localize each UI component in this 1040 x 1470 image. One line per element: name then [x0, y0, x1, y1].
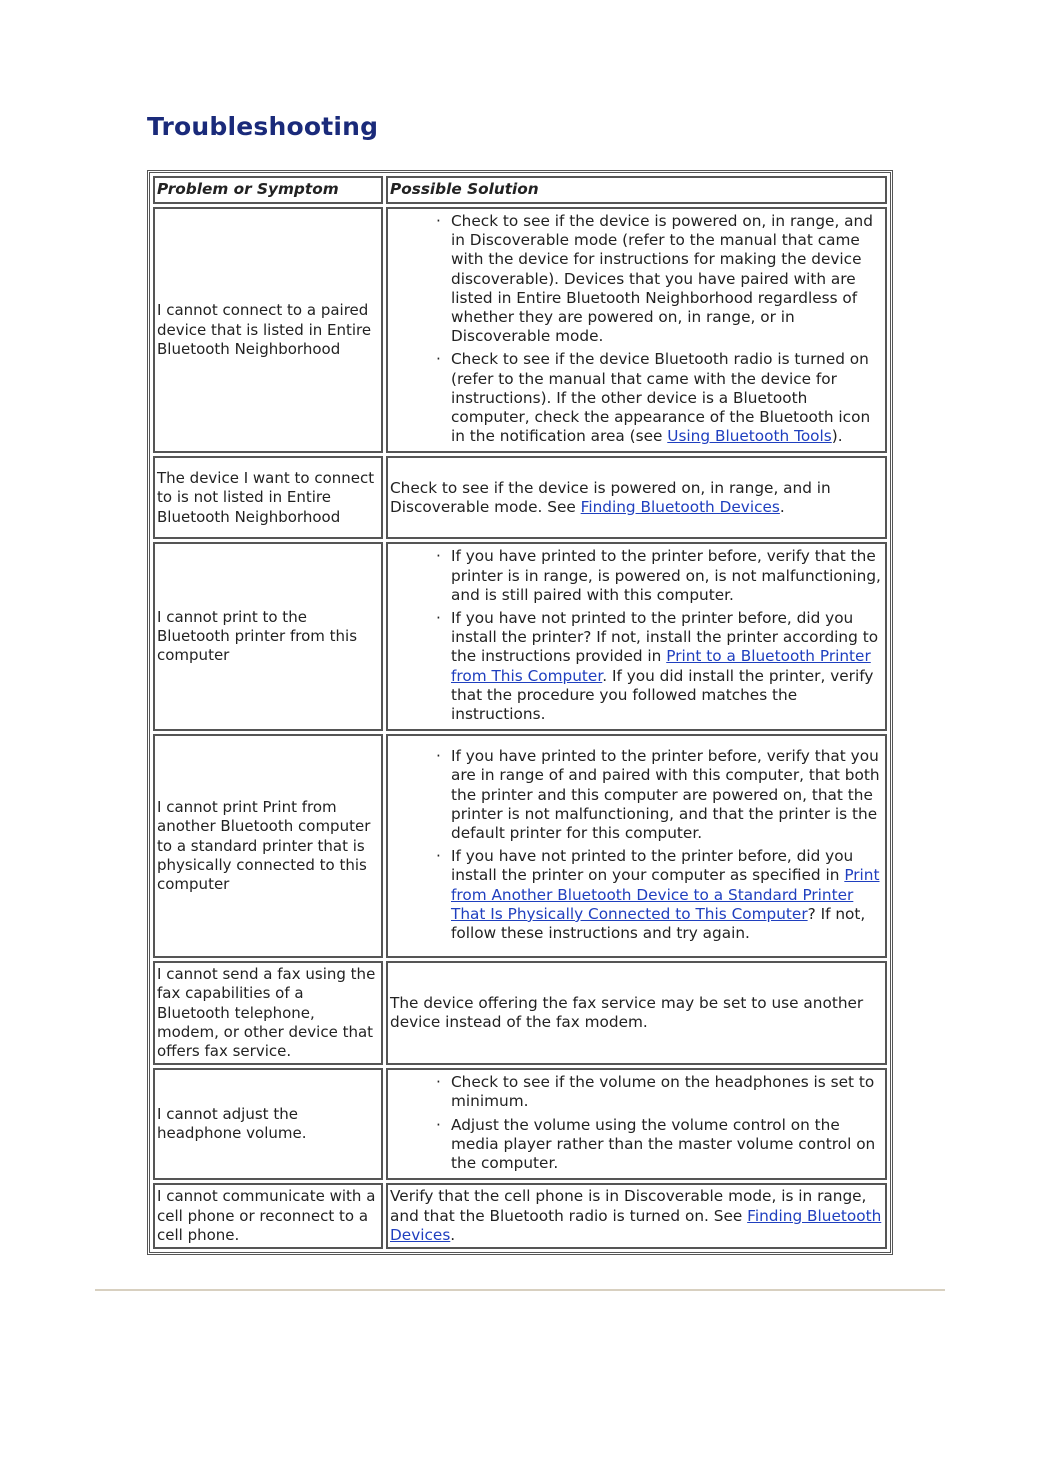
link-print-from-another-device[interactable]: Print from Another Bluetooth Device to a Standard Printer That Is Physically Connected to This Computer — [451, 866, 880, 923]
table-row — [153, 961, 887, 1065]
solution-text: Check to see if the volume on the headphones is set to minimum. — [451, 1073, 875, 1111]
solution-text: Check to see if the device is powered on, in range, and in Discoverable mode (refer to the manual that came with the device for instructions for making the device discoverable). Devices that you have paired with are listed in Entire Bluetooth Neighborhood regardless of whether they are powered on, in range, or in Discoverable mode. — [451, 212, 873, 346]
list-item — [390, 1116, 883, 1174]
list-item — [390, 847, 883, 943]
table-row — [153, 734, 887, 958]
problem-cell: I cannot communicate with a cell phone or reconnect to a cell phone. — [153, 1183, 383, 1249]
solution-list — [390, 547, 883, 724]
solution-list — [390, 212, 883, 446]
solution-text: If you have not printed to the printer before, did you install the printer? If not, install the printer according to the instructions provided in — [451, 609, 879, 666]
solution-cell — [386, 207, 887, 453]
table-row — [153, 207, 887, 453]
bullet-dot: · — [436, 212, 441, 230]
bullet-dot: · — [436, 547, 441, 566]
solution-text: Check to see if the device is powered on, in range, and in Discoverable mode. See — [390, 478, 831, 516]
link-finding-bluetooth-devices[interactable]: Finding Bluetooth Devices — [390, 1206, 882, 1244]
header-solution: Possible Solution — [386, 176, 887, 204]
solution-text-after: . — [450, 1225, 456, 1244]
list-item — [390, 547, 883, 605]
table-row — [153, 542, 887, 731]
solution-text-after: . If you did install the printer, verify that the procedure you followed matches the instructions. — [451, 666, 874, 724]
list-item — [390, 747, 883, 843]
solution-cell — [386, 542, 887, 731]
header-problem: Problem or Symptom — [153, 176, 383, 204]
solution-cell — [386, 456, 887, 539]
bullet-dot: · — [436, 609, 441, 628]
link-finding-bluetooth-devices[interactable]: Finding Bluetooth Devices — [580, 497, 780, 516]
bullet-dot: · — [436, 747, 441, 766]
solution-text: If you have printed to the printer before, verify that the printer is in range, is powered on, is not malfunctioning, and is still paired with this computer. — [451, 547, 881, 604]
table-row — [153, 1183, 887, 1249]
link-using-bluetooth-tools[interactable]: Using Bluetooth Tools — [667, 427, 832, 446]
page-title: Troubleshooting — [147, 112, 379, 141]
solution-text: If you have not printed to the printer before, did you install the printer on your computer as specified in — [451, 847, 854, 885]
problem-cell: I cannot send a fax using the fax capabilities of a Bluetooth telephone, modem, or other device that offers fax service. — [153, 961, 383, 1065]
solution-text: Verify that the cell phone is in Discoverable mode, is in range, and that the Bluetooth radio is turned on. See — [390, 1187, 867, 1225]
troubleshooting-table — [147, 170, 893, 1255]
solution-text: Check to see if the device Bluetooth radio is turned on (refer to the manual that came with the device for instructions). If the other device is a Bluetooth computer, check the appearance of the Bluetooth icon in the notification area (see — [451, 350, 871, 446]
problem-cell: The device I want to connect to is not listed in Entire Bluetooth Neighborhood — [153, 456, 383, 539]
bullet-dot: · — [436, 350, 441, 369]
bullet-dot: · — [436, 1115, 441, 1134]
footer-divider — [95, 1289, 945, 1291]
problem-cell: I cannot print Print from another Bluetooth computer to a standard printer that is physically connected to this computer — [153, 734, 383, 958]
list-item — [390, 1073, 883, 1111]
solution-cell — [386, 734, 887, 958]
solution-cell — [386, 1068, 887, 1180]
solution-cell: The device offering the fax service may be set to use another device instead of the fax modem. — [386, 961, 887, 1065]
list-item — [390, 350, 883, 446]
solution-text: Adjust the volume using the volume control on the media player rather than the master volume control on the computer. — [451, 1115, 876, 1173]
table-row — [153, 1068, 887, 1180]
list-item — [390, 212, 883, 346]
solution-list — [390, 1073, 883, 1173]
solution-text: If you have printed to the printer before, verify that you are in range of and paired with this computer, that both the printer and this computer are powered on, that the printer is not malfunctioning, and that the printer is the default printer for this computer. — [451, 747, 880, 843]
table-row — [153, 456, 887, 539]
solution-cell — [386, 1183, 887, 1249]
link-print-to-bluetooth-printer[interactable]: Print to a Bluetooth Printer from This Computer — [451, 647, 871, 685]
problem-cell: I cannot print to the Bluetooth printer from this computer — [153, 542, 383, 731]
solution-text-after: . — [779, 497, 785, 516]
bullet-dot: · — [436, 847, 441, 866]
solution-list — [390, 747, 883, 943]
solution-text-after: ). — [831, 427, 843, 446]
table-header-row — [153, 176, 887, 204]
solution-text-after: ? If not, follow these instructions and try again. — [451, 904, 866, 943]
bullet-dot: · — [436, 1073, 441, 1092]
problem-cell: I cannot connect to a paired device that is listed in Entire Bluetooth Neighborhood — [153, 207, 383, 453]
problem-cell: I cannot adjust the headphone volume. — [153, 1068, 383, 1180]
list-item — [390, 609, 883, 724]
